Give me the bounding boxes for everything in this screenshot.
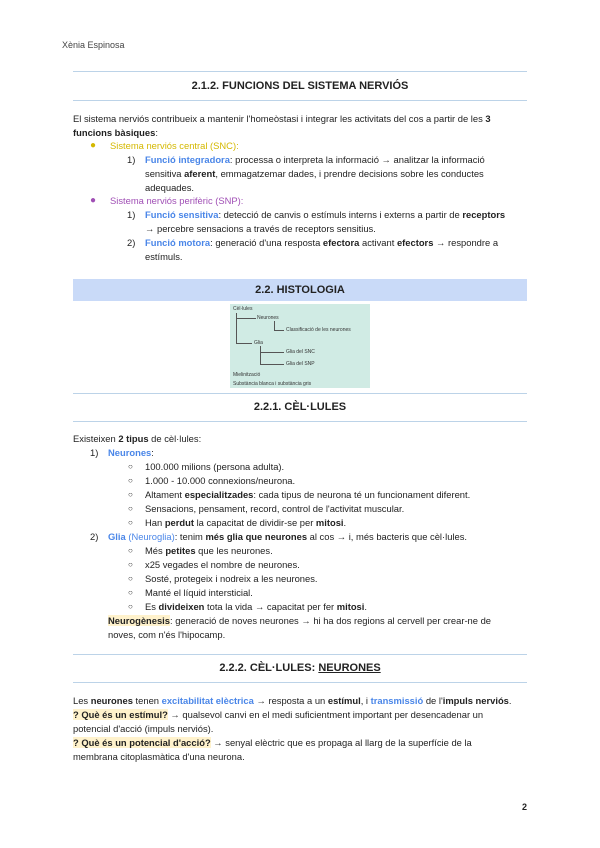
diagram-connector	[274, 321, 275, 330]
heading-divider-top	[73, 654, 527, 655]
diagram-node-neurones: Neurones	[257, 315, 279, 321]
funcions-intro: El sistema nerviós contribueix a mantenir l'homeòstasi i integrar les activitats del cos a partir de les 3 funcions bàsiques:	[73, 113, 491, 138]
list-item: Altament especialitzades: cada tipus de neurona té un funcionament diferent.	[145, 489, 471, 500]
circle-bullet-icon: ○	[128, 546, 133, 555]
circle-bullet-icon: ○	[128, 490, 133, 499]
diagram-node-substancia: Substància blanca i substància gris	[233, 381, 312, 387]
circle-bullet-icon: ○	[128, 462, 133, 471]
diagram-node-glia: Glia	[254, 340, 263, 346]
diagram-node-classificacio: Classificació de les neurones	[286, 327, 351, 333]
circle-bullet-icon: ○	[128, 504, 133, 513]
list-number: 2)	[127, 237, 136, 248]
circle-bullet-icon: ○	[128, 518, 133, 527]
cellules-intro: Existeixen 2 tipus de cèl·lules:	[73, 433, 202, 444]
diagram-node-glia-snp: Glia del SNP	[286, 361, 315, 367]
list-item: Sosté, protegeix i nodreix a les neurones.	[145, 573, 318, 584]
diagram-connector	[236, 343, 252, 344]
circle-bullet-icon: ○	[128, 602, 133, 611]
list-item: Manté el líquid intersticial.	[145, 587, 253, 598]
list-item: 1.000 - 10.000 connexions/neurona.	[145, 475, 296, 486]
list-number: 2)	[90, 531, 99, 542]
list-item: Han perdut la capacitat de dividir-se per mitosi.	[145, 517, 347, 528]
circle-bullet-icon: ○	[128, 476, 133, 485]
heading-divider-top	[73, 393, 527, 394]
author-name: Xènia Espinosa	[62, 40, 125, 50]
list-number: 1)	[127, 154, 136, 165]
question-estimul: ? Què és un estímul? → qualsevol canvi en el medi suficientment important per desencadenar un potencial d'acció (impuls nerviós).	[73, 709, 484, 734]
page-number: 2	[521, 802, 527, 812]
heading-divider-bottom	[73, 682, 527, 683]
question-potencial-accio: ? Què és un potencial d'acció? → senyal elèctric que es propaga al llarg de la superfície de la membrana citoplasmàtica d'una neurona.	[73, 737, 472, 762]
glia-label: Glia (Neuroglia): tenim més glia que neurones al cos → i, més bacteris que cèl·lules.	[108, 531, 468, 542]
snp-label: Sistema nerviós perifèric (SNP):	[110, 195, 244, 206]
section-heading-histologia: 2.2. HISTOLOGIA	[255, 284, 345, 296]
diagram-connector	[260, 346, 261, 364]
bullet-icon: ●	[90, 140, 97, 151]
circle-bullet-icon: ○	[128, 574, 133, 583]
diagram-connector	[260, 364, 284, 365]
heading-divider-bottom	[73, 421, 527, 422]
heading-divider-top	[73, 71, 527, 72]
neurogenesis-note: Neurogènesis: generació de noves neurones → hi ha dos regions al cervell per crear-ne de noves, com n'és l'hipocamp.	[108, 615, 492, 640]
list-number: 1)	[127, 209, 136, 220]
histologia-diagram	[230, 304, 370, 388]
section-heading-funcions: 2.1.2. FUNCIONS DEL SISTEMA NERVIÓS	[191, 80, 409, 92]
list-number: 1)	[90, 447, 99, 458]
funcio-integradora: Funció integradora: processa o interpreta la informació → analitzar la informació sensitiva aferent, emmagatzemar dades, i prendre decisions sobre les conductes adequades.	[145, 154, 485, 193]
list-item: Sensacions, pensament, record, control de l'activitat muscular.	[145, 503, 405, 514]
diagram-node-cellules: Cèl·lules	[233, 306, 253, 312]
list-item: 100.000 milions (persona adulta).	[145, 461, 285, 472]
neurones-label: Neurones:	[108, 447, 154, 458]
section-heading-neurones: 2.2.2. CÈL·LULES: NEURONES	[219, 662, 381, 674]
heading-divider-bottom	[73, 100, 527, 101]
funcio-sensitiva: Funció sensitiva: detecció de canvis o estímuls interns i externs a partir de receptors → percebre sensacions a través de receptors sensitius.	[145, 209, 506, 234]
funcio-motora: Funció motora: generació d'una resposta efectora activant efectors → respondre a estímuls.	[145, 237, 499, 262]
circle-bullet-icon: ○	[128, 560, 133, 569]
diagram-connector	[236, 318, 256, 319]
diagram-node-mielina: Mielinització	[233, 372, 261, 378]
snc-label: Sistema nerviós central (SNC):	[110, 140, 239, 151]
list-item: Més petites que les neurones.	[145, 545, 273, 556]
list-item: x25 vegades el nombre de neurones.	[145, 559, 300, 570]
diagram-connector	[274, 330, 284, 331]
neurones-definition: Les neurones tenen excitabilitat elèctrica → resposta a un estímul, i transmissió de l'impuls nerviós.	[73, 695, 512, 706]
diagram-node-glia-snc: Glia del SNC	[286, 349, 315, 355]
list-item: Es divideixen tota la vida → capacitat per fer mitosi.	[145, 601, 367, 612]
section-heading-cellules: 2.2.1. CÈL·LULES	[253, 401, 347, 413]
bullet-icon: ●	[90, 195, 97, 206]
circle-bullet-icon: ○	[128, 588, 133, 597]
diagram-connector	[260, 352, 284, 353]
